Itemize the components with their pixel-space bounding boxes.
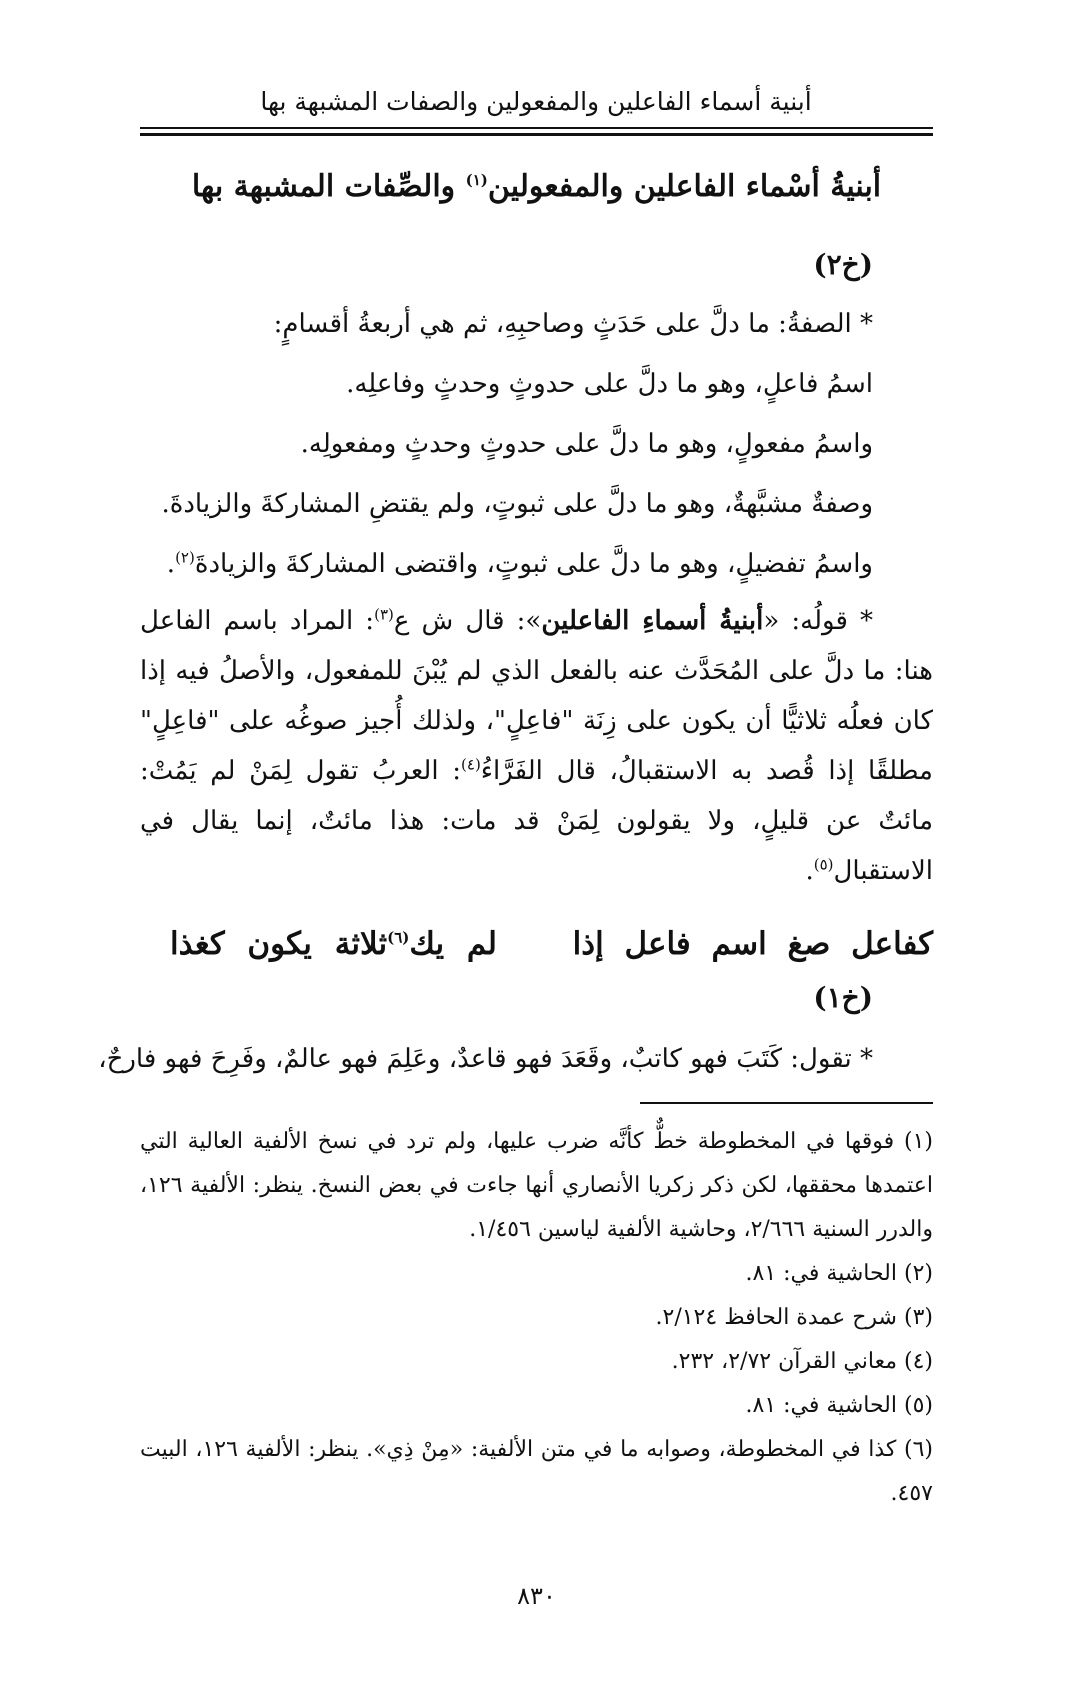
footnotes — [140, 1120, 933, 1516]
para-quoted-term: أبنيةُ أسماءِ الفاعلين — [541, 606, 764, 636]
text-line-5 — [140, 534, 933, 594]
text-line-4: وصفةٌ مشبَّهةٌ، وهو ما دلَّ على ثبوتٍ، ولم يقتضِ المشاركةَ والزيادةَ. — [161, 489, 873, 519]
running-head: أبنية أسماء الفاعلين والمفعولين والصفات المشبهة بها — [260, 87, 812, 116]
text-line-examples: * تقول: كَتَبَ فهو كاتبٌ، وقَعَدَ فهو قاعدٌ، وعَلِمَ فهو عالمٌ، وفَرِحَ فهو فارحٌ، — [98, 1044, 873, 1074]
commentary-paragraph — [140, 596, 933, 896]
para-end: . — [805, 856, 814, 886]
heading-part2: والصِّفات المشبهة بها — [191, 169, 466, 204]
chapter-heading — [140, 158, 933, 216]
para-lead: * قولُه: « — [763, 606, 873, 636]
text-line-2: اسمُ فاعلٍ، وهو ما دلَّ على حدوثٍ وحدثٍ وفاعلِه. — [346, 369, 873, 399]
verse-hemistich-2 — [170, 914, 497, 974]
main-text — [98, 150, 933, 1084]
verse-hemistich-1: كفاعل صغ اسم فاعل إذا — [572, 926, 933, 962]
header-rule-thick — [140, 133, 933, 136]
verse-hemi2-a: لم يك — [409, 926, 497, 962]
footnote-ref-6[interactable]: (٦) — [387, 928, 410, 947]
footnote-ref-2[interactable]: (٢) — [175, 548, 195, 567]
footnote-ref-5[interactable]: (٥) — [813, 855, 834, 874]
manuscript-tag-kh1: (خ١) — [813, 981, 873, 1014]
text-line-5-end: . — [166, 549, 176, 579]
header-rule-thin — [140, 127, 933, 129]
footnote-5: (٥) الحاشية في: ٨١. — [745, 1393, 933, 1418]
footnote-1: (١) فوقها في المخطوطة خطٌّ كأنَّه ضرب عليها، ولم ترد في نسخ الألفية العالية التي اعتمدها محققها، لكن ذكر زكريا الأنصاري أنها جاءت في بعض النسخ. ينظر: الألفية ١٢٦، والدرر السنية ٢/٦٦٦، وحاشية الألفية لياسين ١/٤٥٦. — [140, 1129, 933, 1242]
footnote-separator — [640, 1102, 933, 1104]
text-line-5-body: واسمُ تفضيلٍ، وهو ما دلَّ على ثبوتٍ، واقتضى المشاركةَ والزيادةَ — [194, 549, 873, 579]
page-number: ٨٣٠ — [517, 1582, 556, 1610]
text-line-3: واسمُ مفعولٍ، وهو ما دلَّ على حدوثٍ وحدثٍ ومفعولِه. — [300, 429, 873, 459]
verse-hemi2-b: ثلاثة يكون كغذا — [170, 926, 388, 962]
footnote-4: (٤) معاني القرآن ٢/٧٢، ٢٣٢. — [671, 1349, 933, 1374]
para-text1: : المراد باسم الفاعل هنا: ما دلَّ على المُحَدَّث عنه بالفعل الذي لم يُبْنَ للمفعول، والأصلُ فيه إذا كان فعلُه ثلاثيًّا أن يكون على زِنَة "فاعِلٍ"، ولذلك أُجيز صوغُه على "فاعِلٍ" مطلقًا إذا قُصد به الاستقبالُ، قال الفَرَّاءُ — [140, 606, 933, 786]
footnote-2: (٢) الحاشية في: ٨١. — [745, 1261, 933, 1286]
footnote-ref-4[interactable]: (٤) — [461, 755, 481, 774]
footnote-3: (٣) شرح عمدة الحافظ ٢/١٢٤. — [655, 1305, 933, 1330]
text-line-1: * الصفةُ: ما دلَّ على حَدَثٍ وصاحبِهِ، ثم هي أربعةُ أقسامٍ: — [273, 309, 873, 339]
verse-line — [140, 914, 933, 974]
para-text2: : العربُ تقول لِمَنْ لم يَمُتْ: مائتٌ عن قليلٍ، ولا يقولون لِمَنْ قد مات: هذا مائتٌ، إنما يقال في الاستقبال — [140, 756, 933, 886]
footnote-6: (٦) كذا في المخطوطة، وصوابه ما في متن الألفية: «مِنْ ذِي». ينظر: الألفية ١٢٦، البيت ٤٥٧. — [140, 1437, 933, 1506]
heading-part1: أبنيةُ أسْماء الفاعلين والمفعولين — [487, 169, 882, 204]
footnote-ref-1[interactable]: (١) — [465, 171, 488, 189]
footnote-ref-3[interactable]: (٣) — [374, 605, 394, 624]
para-mid: »: قال ش ع — [393, 606, 542, 636]
manuscript-tag-kh2: (خ٢) — [813, 248, 873, 281]
